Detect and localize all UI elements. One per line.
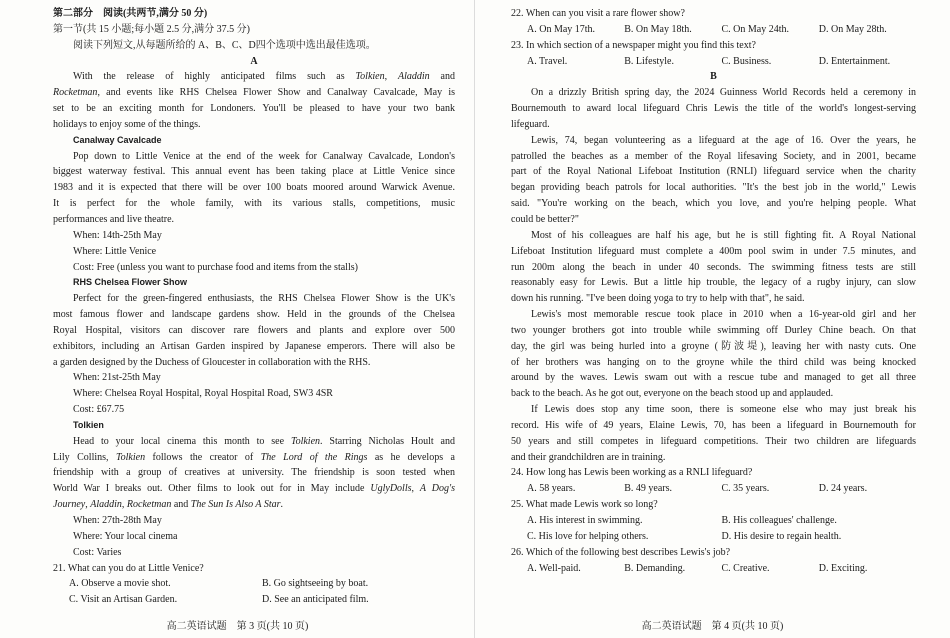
event-text-line: It is perfect for the whole family, with its various stalls, competitions, music	[53, 198, 455, 210]
passage-line: reasonably easy for Lewis. But a little hip trouble, the legacy of a rugby injury, can slow	[511, 277, 916, 289]
question-25-options	[511, 529, 916, 545]
question-21-stem: 21. What can you do at Little Venice?	[53, 562, 204, 574]
intro-line: set to be an exciting month for Londoners. You'll be pleased to have your two bank	[53, 103, 455, 115]
section-title: 第二部分 阅读(共两节,满分 50 分)	[53, 8, 208, 19]
event-cost: Cost: Free (unless you want to purchase food and items from the stalls)	[73, 261, 358, 273]
option-b[interactable]: B. 49 years.	[624, 483, 673, 495]
passage-line: two younger brothers got into trouble while swimming off Durley Chine beach. On that	[511, 324, 916, 336]
passage-line: On a drizzly British spring day, the 2024 Guinness World Records held a ceremony in	[531, 87, 916, 99]
passage-line: and their grandchildren are in training.	[511, 451, 666, 463]
passage-b-paragraph	[511, 85, 916, 133]
passage-line: run 200m along the beach in under 40 seconds. The swimming fitness tests are still	[511, 261, 916, 273]
event-where: Where: Chelsea Royal Hospital, Royal Hospital Road, SW3 4SR	[73, 388, 333, 400]
page-footer: 高二英语试题 第 4 页(共 10 页)	[641, 621, 784, 632]
question-21-options	[53, 592, 455, 608]
event-text-line: Journey, Aladdin, Rocketman and The Sun Is Also A Star.	[53, 499, 284, 511]
event-where: Where: Little Venice	[73, 245, 157, 257]
passage-line: 50 years and still competes in lifeguard competitions. Their two children are lifeguards	[511, 435, 916, 447]
question-22-options	[511, 22, 916, 38]
event-text-line: most famous flower and landscape gardens show. Held in the grounds of the Chelsea	[53, 309, 455, 321]
intro-line: With the release of highly anticipated films such as Tolkien, Aladdin and	[73, 71, 455, 83]
passage-line: patrolled the beaches as a member of the Royal lifesaving Society, and in 2001, became	[511, 150, 916, 162]
option-a[interactable]: A. Observe a movie shot.	[69, 578, 171, 590]
question-26-options	[511, 561, 916, 577]
event-text-line: Lily Collins, Tolkien follows the creator of The Lord of the Rings as he develops a	[53, 451, 455, 463]
option-c[interactable]: C. Visit an Artisan Garden.	[69, 594, 178, 606]
option-d[interactable]: D. See an anticipated film.	[262, 594, 369, 606]
option-b[interactable]: B. His colleagues' challenge.	[721, 515, 837, 526]
passage-line: Lifeboat Institution lifeguard must complete a 400m pool swim in under 7.5 minutes, and	[511, 245, 916, 257]
option-c[interactable]: C. On May 24th.	[721, 23, 789, 35]
event-text-line: 1983 and it is expected that there will be over 100 boats moored around Warwick Avenue.	[53, 182, 455, 194]
passage-line: around by the waves. Lewis swam out with a rescue tube and managed to get all three	[511, 372, 916, 384]
passage-line: record. His wife of 49 years, Elaine Lewis, 70, has been a lifeguard in Bournemouth for	[511, 419, 916, 431]
intro-line: Rocketman, and events like RHS Chelsea Flower Show and Canalway Cavalcade, May is	[53, 87, 455, 99]
event-text-line: a garden designed by the Duchess of Gloucester in collaboration with the RHS.	[53, 356, 371, 368]
option-a[interactable]: A. His interest in swimming.	[527, 515, 643, 526]
passage-b-paragraph	[511, 228, 916, 307]
event-heading-tolkien: Tolkien	[73, 419, 104, 430]
event-text-line: performances and live theatre.	[53, 213, 175, 225]
option-a[interactable]: A. Travel.	[527, 55, 568, 67]
passage-line: began providing beach patrols for local authorities. "It's the best job in the world," Lewis	[511, 182, 916, 194]
question-21-options	[53, 576, 455, 592]
passage-letter-b: B	[710, 71, 717, 83]
passage-line: Lewis, 74, began volunteering as a lifeguard at the age of 16. Over the years, he	[531, 134, 916, 146]
option-b[interactable]: B. Demanding.	[624, 562, 686, 574]
right-column	[511, 6, 916, 576]
event-text-line: exhibitors, including an Artisan Garden inspired by Japanese emperors. There will also be	[53, 340, 455, 352]
event-cost: Cost: Varies	[73, 546, 122, 558]
passage-line: part of the Royal National Lifeboat Institution (RNLI) lifeguard service when the charity	[511, 166, 916, 178]
left-column	[53, 6, 455, 608]
option-b[interactable]: B. Go sightseeing by boat.	[262, 578, 369, 590]
event-heading-canalway: Canalway Cavalcade	[73, 134, 162, 145]
intro-line: holidays to enjoy some of the things.	[53, 118, 201, 130]
option-d[interactable]: D. Entertainment.	[818, 55, 891, 67]
event-text-line: friendship with a group of creatives at university. The friendship is soon tested when	[53, 467, 455, 479]
passage-a-intro	[53, 69, 455, 132]
option-c[interactable]: C. His love for helping others.	[527, 530, 649, 542]
option-a[interactable]: A. On May 17th.	[527, 23, 596, 35]
question-26-stem: 26. Which of the following best describes Lewis's job?	[511, 546, 731, 558]
event-where: Where: Your local cinema	[73, 530, 178, 542]
passage-line: said. "You're working on the beach, which you love, and you're helping people. What	[511, 198, 916, 210]
passage-b-paragraph	[511, 307, 916, 402]
event-text-line: Perfect for the green-fingered enthusiasts, the RHS Chelsea Flower Show is the UK's	[73, 293, 455, 305]
instruction: 阅读下列短文,从每题所给的 A、B、C、D四个选项中选出最佳选项。	[73, 39, 376, 51]
passage-line: Most of his colleagues are half his age, but he is still fighting fit. A Royal National	[531, 229, 916, 241]
passage-b-paragraph	[511, 133, 916, 228]
option-c[interactable]: C. Business.	[721, 55, 772, 67]
passage-line: If Lewis does stop any time soon, there is someone else who may just break his	[531, 404, 916, 416]
option-a[interactable]: A. Well-paid.	[527, 562, 581, 574]
event-heading-chelsea: RHS Chelsea Flower Show	[73, 277, 188, 288]
event-cost: Cost: £67.75	[73, 404, 125, 416]
option-d[interactable]: D. His desire to regain health.	[721, 530, 842, 542]
event-when: When: 14th-25th May	[73, 229, 162, 241]
event-text-line: Head to your local cinema this month to see Tolkien. Starring Nicholas Hoult and	[73, 435, 455, 447]
option-b[interactable]: B. On May 18th.	[624, 23, 692, 35]
question-25-stem: 25. What made Lewis work so long?	[511, 499, 658, 511]
option-c[interactable]: C. 35 years.	[721, 483, 770, 495]
event-text-line: Pop down to Little Venice at the end of the week for Canalway Cavalcade, London's	[73, 150, 455, 162]
page-footer: 高二英语试题 第 3 页(共 10 页)	[166, 621, 309, 632]
question-24-stem: 24. How long has Lewis been working as a RNLI lifeguard?	[511, 467, 753, 479]
option-d[interactable]: D. On May 28th.	[818, 23, 887, 35]
subsection-title: 第一节(共 15 小题;每小题 2.5 分,满分 37.5 分)	[53, 23, 250, 35]
option-d[interactable]: D. Exciting.	[818, 562, 868, 574]
question-25-options	[511, 513, 916, 529]
question-23-options	[511, 54, 916, 70]
option-d[interactable]: D. 24 years.	[818, 483, 868, 495]
event-when: When: 21st-25th May	[73, 372, 161, 384]
passage-line: Bournemouth to award local lifeguard Chris Lewis the title of the world's longest-serving	[511, 103, 916, 115]
passage-line: could be better?"	[511, 213, 579, 225]
passage-line: lifeguard.	[511, 118, 550, 130]
question-23-stem: 23. In which section of a newspaper might you find this text?	[511, 39, 756, 51]
passage-letter-a: A	[250, 55, 258, 67]
event-text-line: World War I breaks out. Other films to look out for in May include UglyDolls, A Dog's	[53, 483, 456, 495]
option-b[interactable]: B. Lifestyle.	[624, 55, 674, 67]
passage-line: day, the girl was being hurled into a groyne (防波堤), leaving her with nasty cuts. One	[511, 340, 916, 352]
passage-line: of her brothers was hanging on to the groyne while the third child was being knocked	[511, 356, 916, 368]
event-when: When: 27th-28th May	[73, 515, 162, 526]
passage-line: back to the beach. As he got out, everyone on the beach stood up and applauded.	[511, 388, 834, 400]
passage-line: down his running. "I've been doing yoga to try to help with that", he said.	[511, 293, 805, 305]
exam-page-4	[475, 0, 950, 638]
event-text-line: Royal Hospital, visitors can discover rare flowers and plants and explore over 500	[53, 324, 455, 336]
event-text-line: biggest waterway festival. This annual event has been taking place at Little Venice since	[53, 166, 455, 178]
option-a[interactable]: A. 58 years.	[527, 483, 576, 495]
option-c[interactable]: C. Creative.	[721, 562, 770, 574]
question-22-stem: 22. When can you visit a rare flower show?	[511, 8, 685, 19]
question-24-options	[511, 481, 916, 497]
passage-b-paragraph	[511, 402, 916, 465]
passage-line: Lewis's most memorable rescue took place in 2010 when a 16-year-old girl and her	[531, 309, 916, 321]
